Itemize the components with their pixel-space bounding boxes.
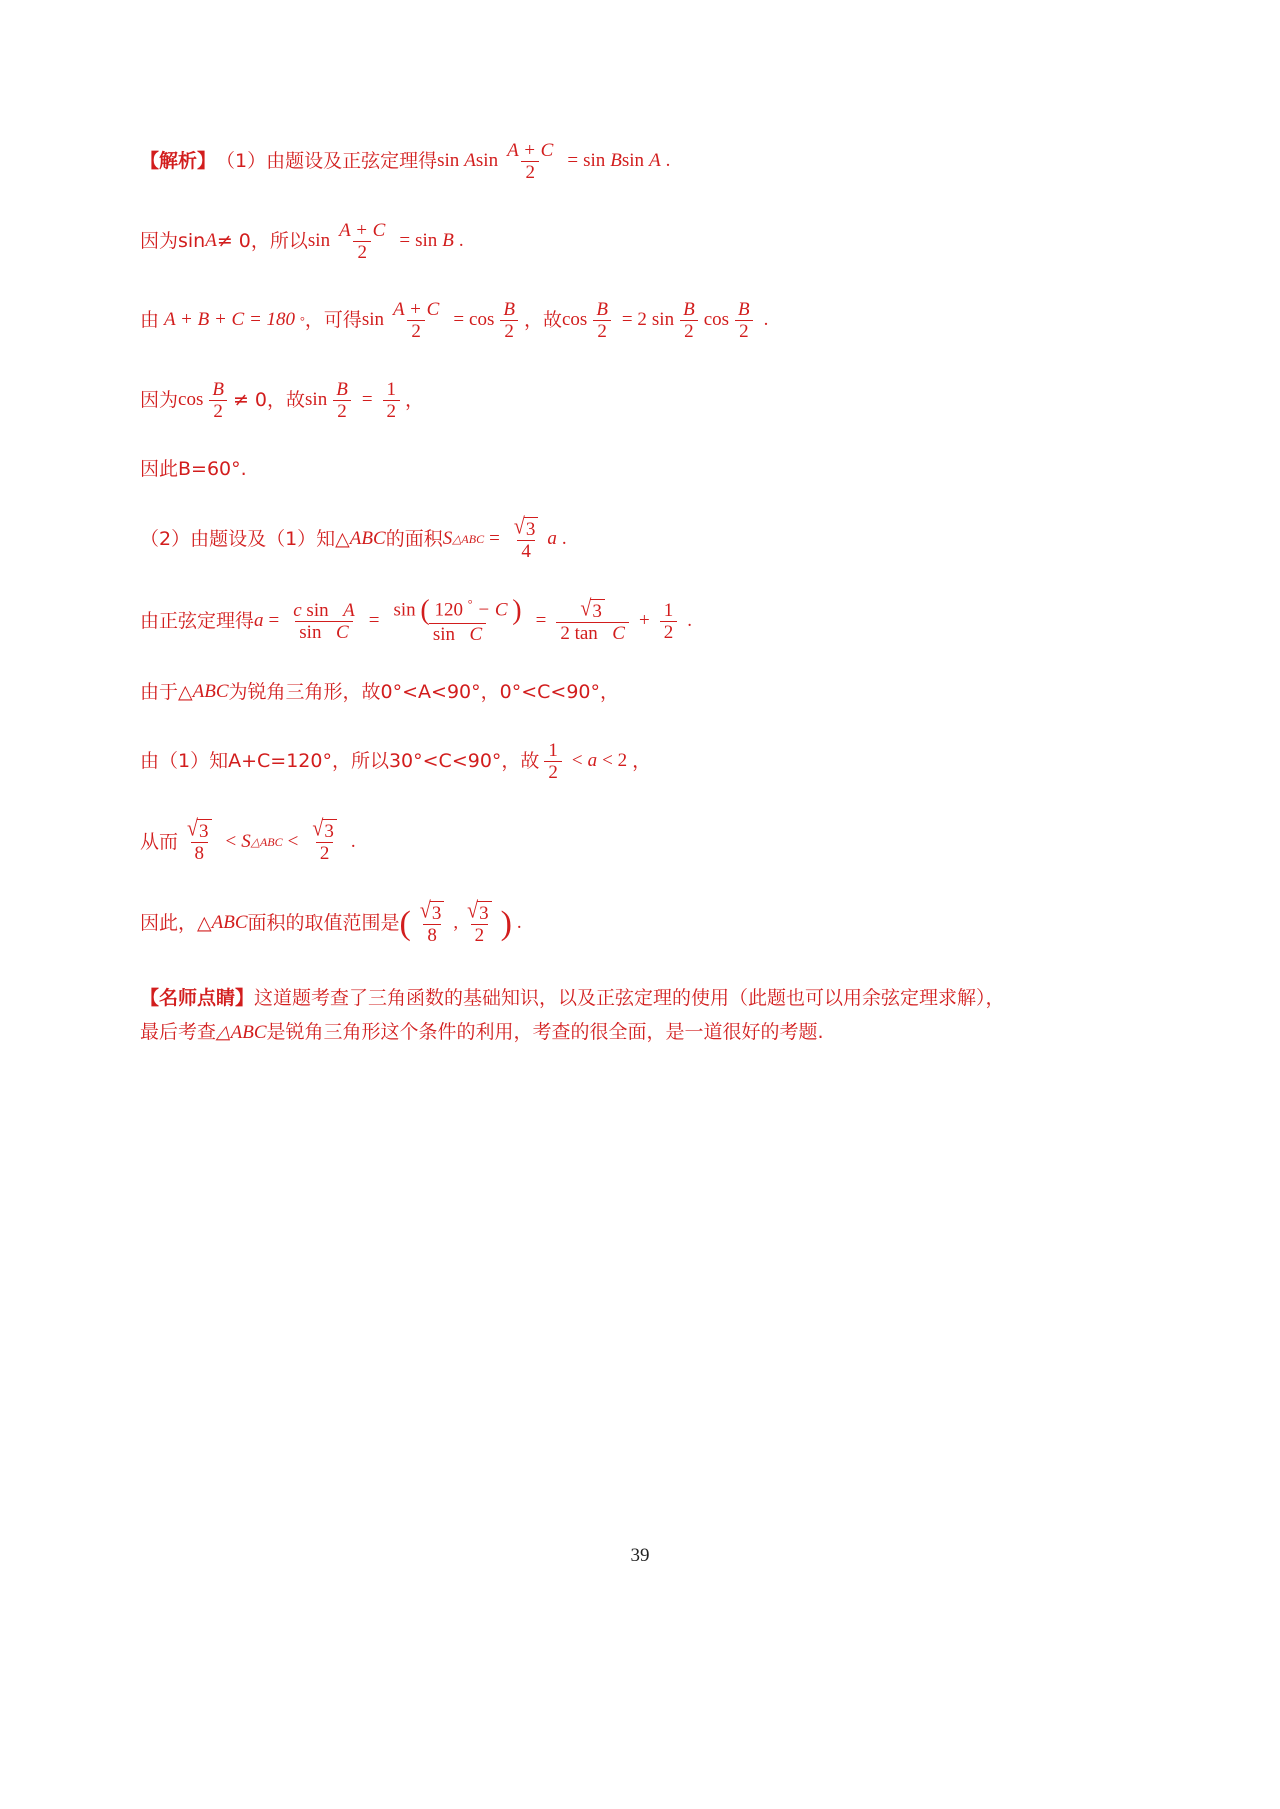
l4-prefix: 因为 xyxy=(140,388,179,411)
fraction-numerator: B xyxy=(738,299,750,321)
radicand: 3 xyxy=(322,819,337,842)
l1-period: . xyxy=(665,150,671,172)
l7-degree: ° xyxy=(467,597,473,612)
fraction-denominator: 2 xyxy=(593,320,611,342)
l2-sin2: sin xyxy=(415,229,438,251)
fraction-numerator: B xyxy=(683,299,695,321)
l1-sin3: sin xyxy=(621,150,645,172)
l7-A: A xyxy=(343,599,355,621)
teacher-note xyxy=(140,982,1150,1049)
l7-C-den2: C xyxy=(469,623,483,645)
l3-period: . xyxy=(763,309,769,331)
radical-sign: √ xyxy=(513,514,525,540)
l6-S-subscript: △ABC xyxy=(452,532,485,547)
fraction-numerator: B xyxy=(596,299,608,321)
l11-abc: ABC xyxy=(211,912,248,934)
fraction-1-over-2 xyxy=(544,740,562,784)
l3-cos3: cos xyxy=(703,309,730,331)
l1-A2: A xyxy=(649,150,661,172)
l7-a: a xyxy=(254,610,264,632)
radical-sign: √ xyxy=(312,816,324,842)
fraction-numerator: B xyxy=(212,378,224,400)
teacher-note-label: 【名师点睛】 xyxy=(140,987,255,1010)
solution-line-3 xyxy=(140,299,1150,343)
l1-sinB: sin xyxy=(583,150,606,172)
solution-line-5 xyxy=(140,458,1150,481)
fraction-denominator: 2 xyxy=(521,161,539,183)
analysis-label: 【解析】 xyxy=(140,150,217,173)
l1-A: A xyxy=(464,150,476,172)
l7-prefix: 由正弦定理得 xyxy=(140,610,255,633)
solution-line-6 xyxy=(140,514,1150,563)
fraction-B-over-2 xyxy=(208,379,228,423)
fraction-denominator xyxy=(295,621,352,643)
l6-a: a xyxy=(547,528,557,550)
l7-c: c xyxy=(293,599,302,621)
fraction-denominator: 2 xyxy=(333,400,351,422)
fraction-numerator: B xyxy=(336,378,348,400)
l9-comma: ， xyxy=(632,750,652,773)
fraction-B-over-2 xyxy=(499,299,519,343)
l7-period: . xyxy=(687,610,692,632)
radical-sign: √ xyxy=(467,897,479,924)
l10-S-subscript: △ABC xyxy=(250,834,283,849)
fraction-numerator: 1 xyxy=(663,599,674,621)
fraction-B-over-2 xyxy=(592,299,612,343)
part1-lead: （1）由题设及正弦定理得 xyxy=(216,150,438,173)
l1-sin: sin xyxy=(437,150,460,172)
l8-postfix: 为锐角三角形，故0°<A<90°，0°<C<90°， xyxy=(228,680,619,703)
l8-abc: ABC xyxy=(192,680,229,702)
l3-you: 由 xyxy=(140,309,160,332)
l11-prefix: 因此，△ xyxy=(140,912,212,935)
fraction-denominator: 2 xyxy=(316,842,334,864)
l3-kede: ，可得 xyxy=(304,309,362,332)
l9-prefix: 由（1）知A+C=120°，所以30°<C<90°，故 xyxy=(140,750,540,773)
fraction-denominator: 2 xyxy=(209,400,227,422)
fraction-denominator: 2 xyxy=(735,320,753,342)
l7-sin2: sin xyxy=(393,599,416,621)
l11-period: . xyxy=(516,912,522,934)
l7-120: 120 xyxy=(434,599,463,621)
interval-left-paren: ( xyxy=(399,904,411,942)
fraction-sqrt3-over-8 xyxy=(416,897,448,947)
sqrt-icon xyxy=(513,514,538,540)
fraction-sqrt3-over-8 xyxy=(183,816,215,865)
radical-sign: √ xyxy=(419,897,431,924)
l7-equals-2: = xyxy=(368,610,380,632)
l2-period: . xyxy=(458,229,464,251)
fraction-sin120minusC-over-sinC xyxy=(389,595,525,645)
l3-degree: ° xyxy=(300,313,305,328)
fraction-numerator xyxy=(183,816,215,843)
l6-period: . xyxy=(561,528,567,550)
l7-minus-C: − C xyxy=(477,599,508,621)
fraction-denominator: 2 xyxy=(660,621,678,643)
l10-period: . xyxy=(350,830,356,852)
fraction-denominator xyxy=(556,622,629,644)
sqrt-icon xyxy=(467,897,491,924)
fraction-1-over-2 xyxy=(383,379,401,423)
l2-A: A xyxy=(205,229,217,251)
teacher-note-text-1: 这道题考查了三角函数的基础知识，以及正弦定理的使用（此题也可以用余弦定理求解）， xyxy=(254,987,1005,1010)
l7-C-tan: C xyxy=(612,623,625,645)
l9-lt-2: < 2 xyxy=(602,750,628,772)
fraction-A-plus-C-over-2 xyxy=(335,220,389,264)
l1-equals: = xyxy=(567,150,579,172)
fraction-denominator xyxy=(429,623,486,645)
fraction-denominator: 2 xyxy=(353,241,371,263)
radicand: 3 xyxy=(590,599,605,622)
l7-C-den: C xyxy=(335,622,349,644)
fraction-B-over-2 xyxy=(679,299,699,343)
l3-sin2: sin xyxy=(651,309,675,331)
l2-B: B xyxy=(442,229,454,251)
l4-cos: cos xyxy=(178,388,204,410)
l5-conclusion-B: 因此B=60°. xyxy=(140,458,247,481)
l3-cos: cos xyxy=(469,309,495,331)
l9-lt-1: < xyxy=(571,750,583,772)
radical-sign: √ xyxy=(580,595,592,622)
l6-equals: = xyxy=(489,528,500,550)
teacher-note-abc: △ABC xyxy=(216,1021,267,1043)
solution-body xyxy=(140,140,1150,1049)
l10-lt-1: < xyxy=(225,830,237,852)
teacher-note-text-2-post: 是锐角三角形这个条件的利用，考查的很全面，是一道很好的考题. xyxy=(266,1020,824,1043)
page-number: 39 xyxy=(630,1545,650,1566)
fraction-B-over-2 xyxy=(332,379,352,423)
sqrt-icon xyxy=(580,595,604,622)
sqrt-icon xyxy=(312,816,336,843)
fraction-numerator: 1 xyxy=(386,378,397,400)
solution-line-1 xyxy=(140,140,1150,184)
l8-prefix: 由于△ xyxy=(140,680,193,703)
l10-prefix: 从而 xyxy=(140,830,179,853)
l2-equals: = xyxy=(399,229,411,251)
right-paren: ) xyxy=(512,595,522,627)
fraction-numerator: 1 xyxy=(548,739,558,761)
interval-right-paren: ) xyxy=(500,904,512,942)
l6-S: S xyxy=(442,528,453,550)
l9-a: a xyxy=(587,750,598,772)
solution-line-2 xyxy=(140,220,1150,264)
radicand: 3 xyxy=(477,901,492,924)
fraction-denominator: 2 xyxy=(383,400,401,422)
fraction-numerator: B xyxy=(503,299,515,321)
fraction-numerator xyxy=(576,595,608,622)
sqrt-icon xyxy=(187,816,211,843)
fraction-A-plus-C-over-2 xyxy=(389,299,443,343)
l2-sin: sin xyxy=(307,229,331,251)
l4-equals: = xyxy=(361,388,373,410)
fraction-sqrt3-over-2 xyxy=(308,816,340,865)
radicand: 3 xyxy=(197,819,212,842)
fraction-B-over-2 xyxy=(734,299,754,343)
fraction-denominator: 2 xyxy=(500,320,518,342)
teacher-note-text-2-pre: 最后考查 xyxy=(140,1020,217,1043)
l1-B: B xyxy=(610,150,622,172)
fraction-numerator: A + C xyxy=(339,219,386,241)
solution-line-9 xyxy=(140,740,1150,784)
fraction-denominator: 8 xyxy=(423,924,441,946)
fraction-denominator: 2 xyxy=(544,761,562,783)
fraction-denominator: 2 xyxy=(680,320,698,342)
part2-lead: （2）由题设及（1）知△ xyxy=(140,528,350,551)
fraction-denominator: 2 xyxy=(407,320,425,342)
l11-mid: 面积的取值范围是 xyxy=(247,912,400,935)
fraction-csinA-over-sinC xyxy=(289,600,358,644)
l2-neq: ≠ 0，所以 xyxy=(216,229,308,252)
l6-mid: 的面积 xyxy=(385,528,443,551)
l7-plus: + xyxy=(638,610,650,632)
teacher-note-line-1 xyxy=(140,982,1150,1015)
fraction-denominator: 4 xyxy=(517,540,535,562)
fraction-A-plus-C-over-2 xyxy=(503,140,557,184)
l7-equals-1: = xyxy=(268,610,280,632)
l3-gu: ，故 xyxy=(523,309,562,332)
l7-sin-den2: sin xyxy=(432,623,456,645)
fraction-sqrt3-over-4 xyxy=(510,514,542,563)
left-paren: ( xyxy=(420,595,430,627)
solution-line-8 xyxy=(140,681,1150,704)
teacher-note-line-2 xyxy=(140,1016,1150,1049)
fraction-numerator xyxy=(510,514,542,540)
l3-equals-2: = 2 xyxy=(621,309,647,331)
fraction-denominator: 2 xyxy=(471,924,489,946)
fraction-denominator: 8 xyxy=(191,842,209,864)
fraction-sqrt3-over-2 xyxy=(463,897,495,947)
l4-neq: ≠ 0，故 xyxy=(232,388,306,411)
l10-lt-2: < xyxy=(287,830,299,852)
radicand: 3 xyxy=(524,517,539,540)
l4-comma: ， xyxy=(405,388,425,411)
l3-angle-sum: A + B + C = 180 xyxy=(164,309,296,331)
l6-abc: ABC xyxy=(349,528,386,550)
l3-cos2: cos xyxy=(561,309,588,331)
sqrt-icon xyxy=(419,897,444,924)
l7-equals-3: = xyxy=(535,610,547,632)
l7-2tan: 2 tan xyxy=(560,623,598,645)
l7-sin-den: sin xyxy=(299,622,322,644)
solution-line-10 xyxy=(140,816,1150,865)
l1-sin2: sin xyxy=(475,150,499,172)
l3-sin: sin xyxy=(361,309,385,331)
fraction-numerator xyxy=(463,897,495,924)
fraction-numerator xyxy=(308,816,340,843)
l3-equals-1: = xyxy=(453,309,465,331)
fraction-numerator xyxy=(416,897,448,924)
l2-prefix: 因为sin xyxy=(140,229,206,252)
l7-sin: sin xyxy=(306,599,329,621)
solution-line-4 xyxy=(140,379,1150,423)
l4-sin: sin xyxy=(305,388,328,410)
interval-comma: , xyxy=(453,912,459,934)
fraction-numerator: A + C xyxy=(393,299,440,321)
fraction-numerator xyxy=(389,595,525,627)
fraction-sqrt3-over-2tanC xyxy=(556,595,629,645)
solution-line-7 xyxy=(140,595,1150,645)
radical-sign: √ xyxy=(187,816,198,842)
radicand: 3 xyxy=(430,901,445,924)
solution-line-11 xyxy=(140,897,1150,947)
fraction-numerator: A + C xyxy=(507,140,554,161)
fraction-numerator xyxy=(289,600,358,621)
fraction-1-over-2 xyxy=(660,600,678,644)
l10-S: S xyxy=(241,830,251,852)
